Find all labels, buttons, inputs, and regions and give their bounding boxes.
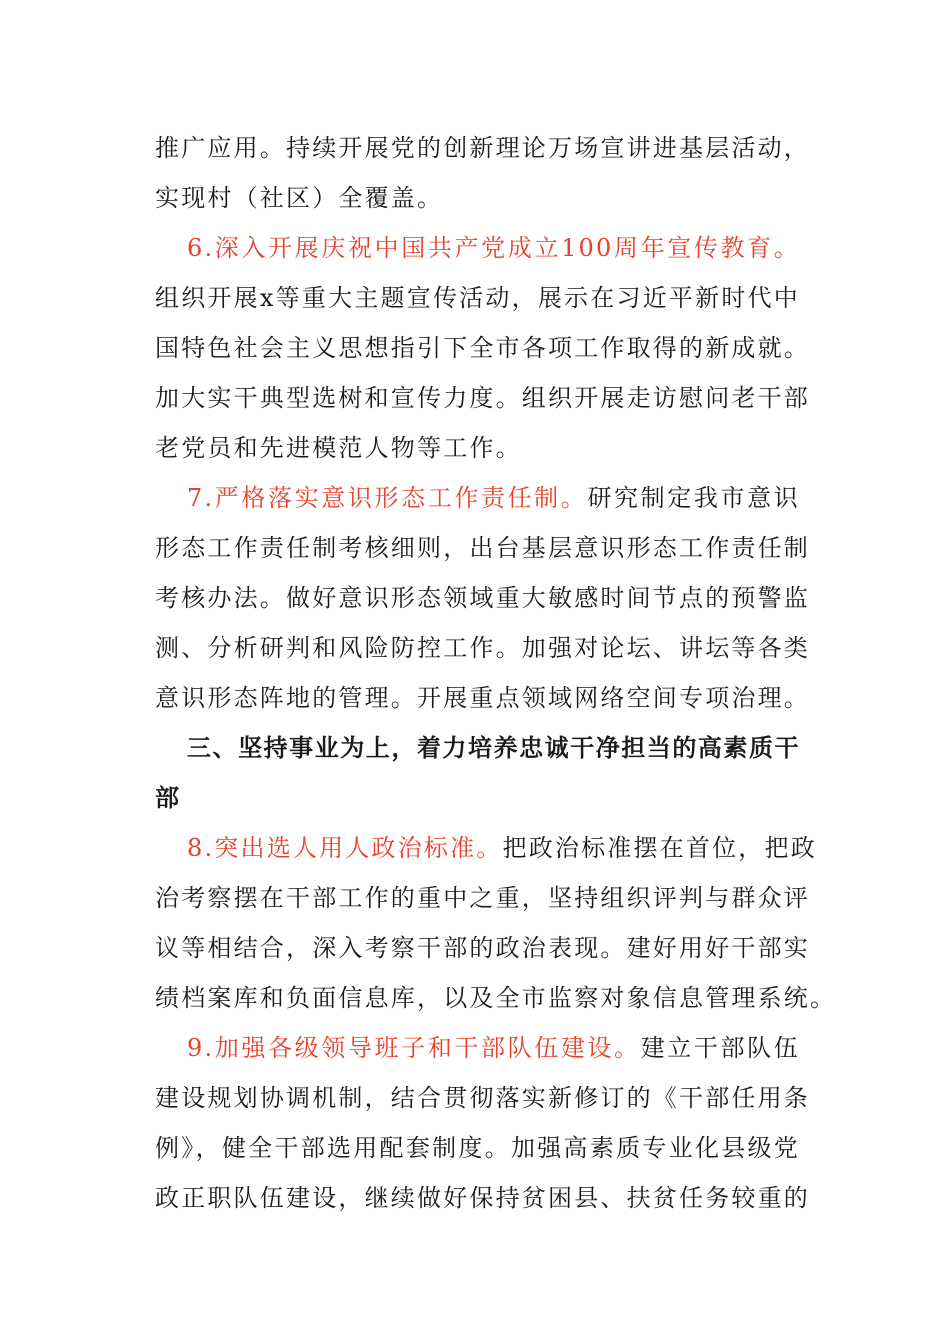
- item-7-heading: 7.严格落实意识形态工作责任制。: [187, 484, 588, 512]
- item-8-text: 把政治标准摆在首位，把政: [502, 834, 817, 862]
- item-6-heading-line: [187, 228, 800, 268]
- paragraph-line: 老党员和先进模范人物等工作。: [155, 434, 522, 462]
- paragraph-line: 形态工作责任制考核细则，出台基层意识形态工作责任制: [155, 534, 810, 562]
- item-8-heading: 8.突出选人用人政治标准。: [187, 834, 503, 862]
- paragraph-line: 推广应用。持续开展党的创新理论万场宣讲进基层活动，: [155, 134, 810, 162]
- paragraph-line: 实现村（社区）全覆盖。: [155, 184, 444, 212]
- section-three-heading: 三、坚持事业为上，着力培养忠诚干净担当的高素质干: [187, 734, 800, 762]
- item-9-text: 建立干部队伍: [640, 1034, 801, 1062]
- paragraph-line: 考核办法。做好意识形态领域重大敏感时间节点的预警监: [155, 584, 810, 612]
- paragraph-line: 例》，健全干部选用配套制度。加强高素质专业化县级党: [155, 1134, 800, 1162]
- item-7-heading-line: [187, 478, 800, 518]
- paragraph-line: 议等相结合，深入考察干部的政治表现。建好用好干部实: [155, 934, 810, 962]
- paragraph-line: 绩档案库和负面信息库，以及全市监察对象信息管理系统。: [155, 984, 837, 1012]
- paragraph-line: 意识形态阵地的管理。开展重点领域网络空间专项治理。: [155, 684, 810, 712]
- item-9-heading-line: [187, 1028, 800, 1068]
- item-8-heading-line: [187, 828, 817, 868]
- item-6-heading: 6.深入开展庆祝中国共产党成立100周年宣传教育。: [187, 234, 800, 262]
- paragraph-line: 治考察摆在干部工作的重中之重，坚持组织评判与群众评: [155, 884, 810, 912]
- paragraph-line: 加大实干典型选树和宣传力度。组织开展走访慰问老干部: [155, 384, 810, 412]
- item-7-text: 研究制定我市意识: [587, 484, 800, 512]
- paragraph-line: 测、分析研判和风险防控工作。加强对论坛、讲坛等各类: [155, 634, 810, 662]
- paragraph-line: 组织开展x等重大主题宣传活动，展示在习近平新时代中: [155, 284, 800, 312]
- paragraph-line: 建设规划协调机制，结合贯彻落实新修订的《干部任用条: [155, 1084, 810, 1112]
- paragraph-line: 政正职队伍建设，继续做好保持贫困县、扶贫任务较重的: [155, 1184, 810, 1212]
- section-three-heading-cont: 部: [155, 784, 181, 812]
- paragraph-line: 国特色社会主义思想指引下全市各项工作取得的新成就。: [155, 334, 810, 362]
- item-9-heading: 9.加强各级领导班子和干部队伍建设。: [187, 1034, 641, 1062]
